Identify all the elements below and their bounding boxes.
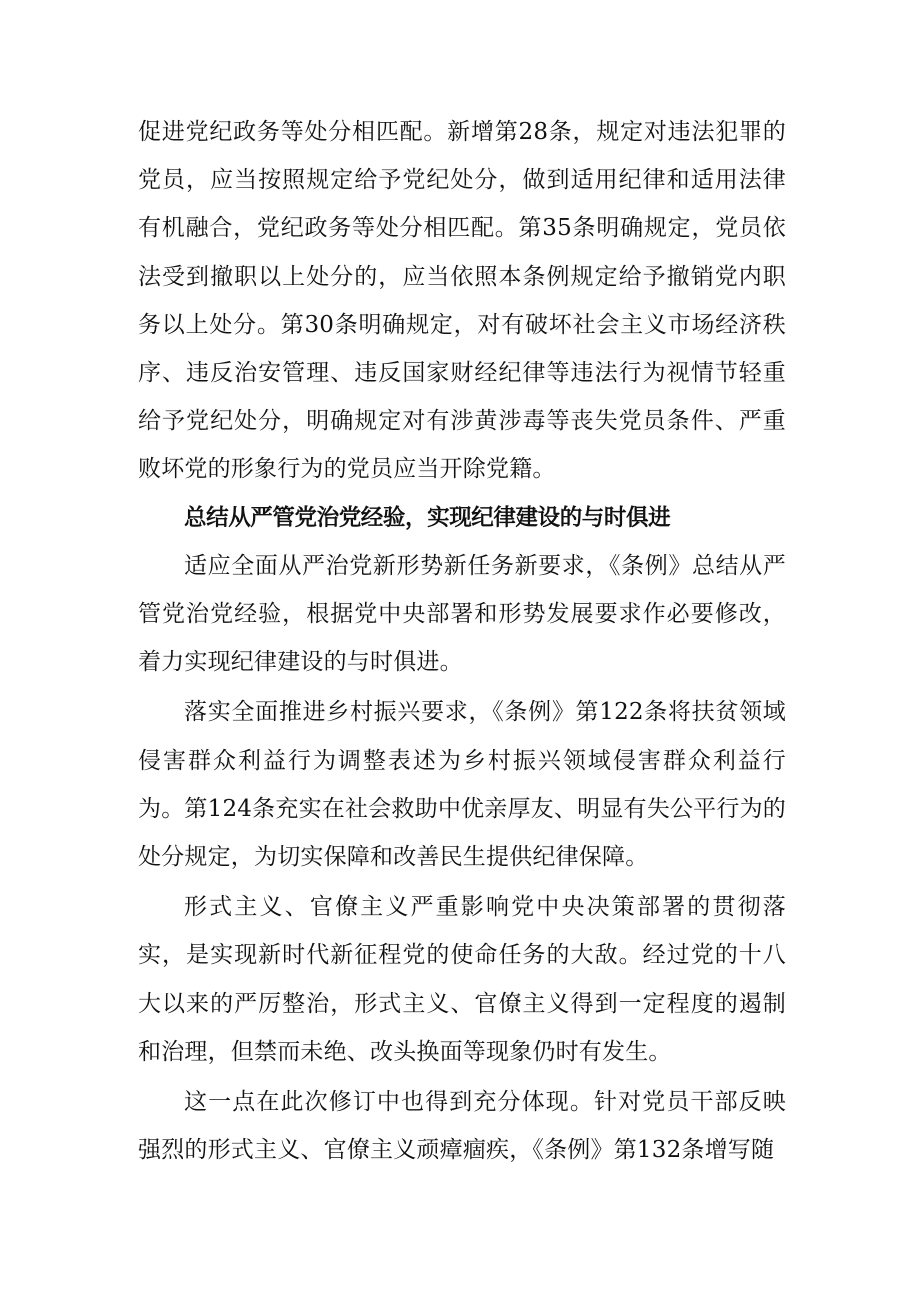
paragraph-4: 形式主义、官僚主义严重影响党中央决策部署的贯彻落实，是实现新时代新征程党的使命任务的大敌。经过党的十八大以来的严厉整治，形式主义、官僚主义得到一定程度的遏制和治理，但禁而未绝、改头换面等现象仍时有发生。 <box>138 894 786 1065</box>
paragraph-5: 这一点在此次修订中也得到充分体现。针对党员干部反映强烈的形式主义、官僚主义顽瘴痼疾，《条例》第132条增写随 <box>138 1089 786 1164</box>
paragraph-2: 适应全面从严治党新形势新任务新要求，《条例》总结从严管党治党经验，根据党中央部署和形势发展要求作必要修改，着力实现纪律建设的与时俱进。 <box>138 552 786 676</box>
section-heading: 总结从严管党治党经验，实现纪律建设的与时俱进 <box>184 504 671 531</box>
document-page <box>138 108 786 1174</box>
paragraph-1: 促进党纪政务等处分相匹配。新增第28条，规定对违法犯罪的党员，应当按照规定给予党纪处分，做到适用纪律和适用法律有机融合，党纪政务等处分相匹配。第35条明确规定，党员依法受到撤职以上处分的，应当依照本条例规定给予撤销党内职务以上处分。第30条明确规定，对有破坏社会主义市场经济秩序、违反治安管理、违反国家财经纪律等违法行为视情节轻重给予党纪处分，明确规定对有涉黄涉毒等丧失党员条件、严重败坏党的形象行为的党员应当开除党籍。 <box>138 119 786 483</box>
paragraph-3: 落实全面推进乡村振兴要求，《条例》第122条将扶贫领域侵害群众利益行为调整表述为乡村振兴领域侵害群众利益行为。第124条充实在社会救助中优亲厚友、明显有失公平行为的处分规定，为切实保障和改善民生提供纪律保障。 <box>138 699 786 871</box>
